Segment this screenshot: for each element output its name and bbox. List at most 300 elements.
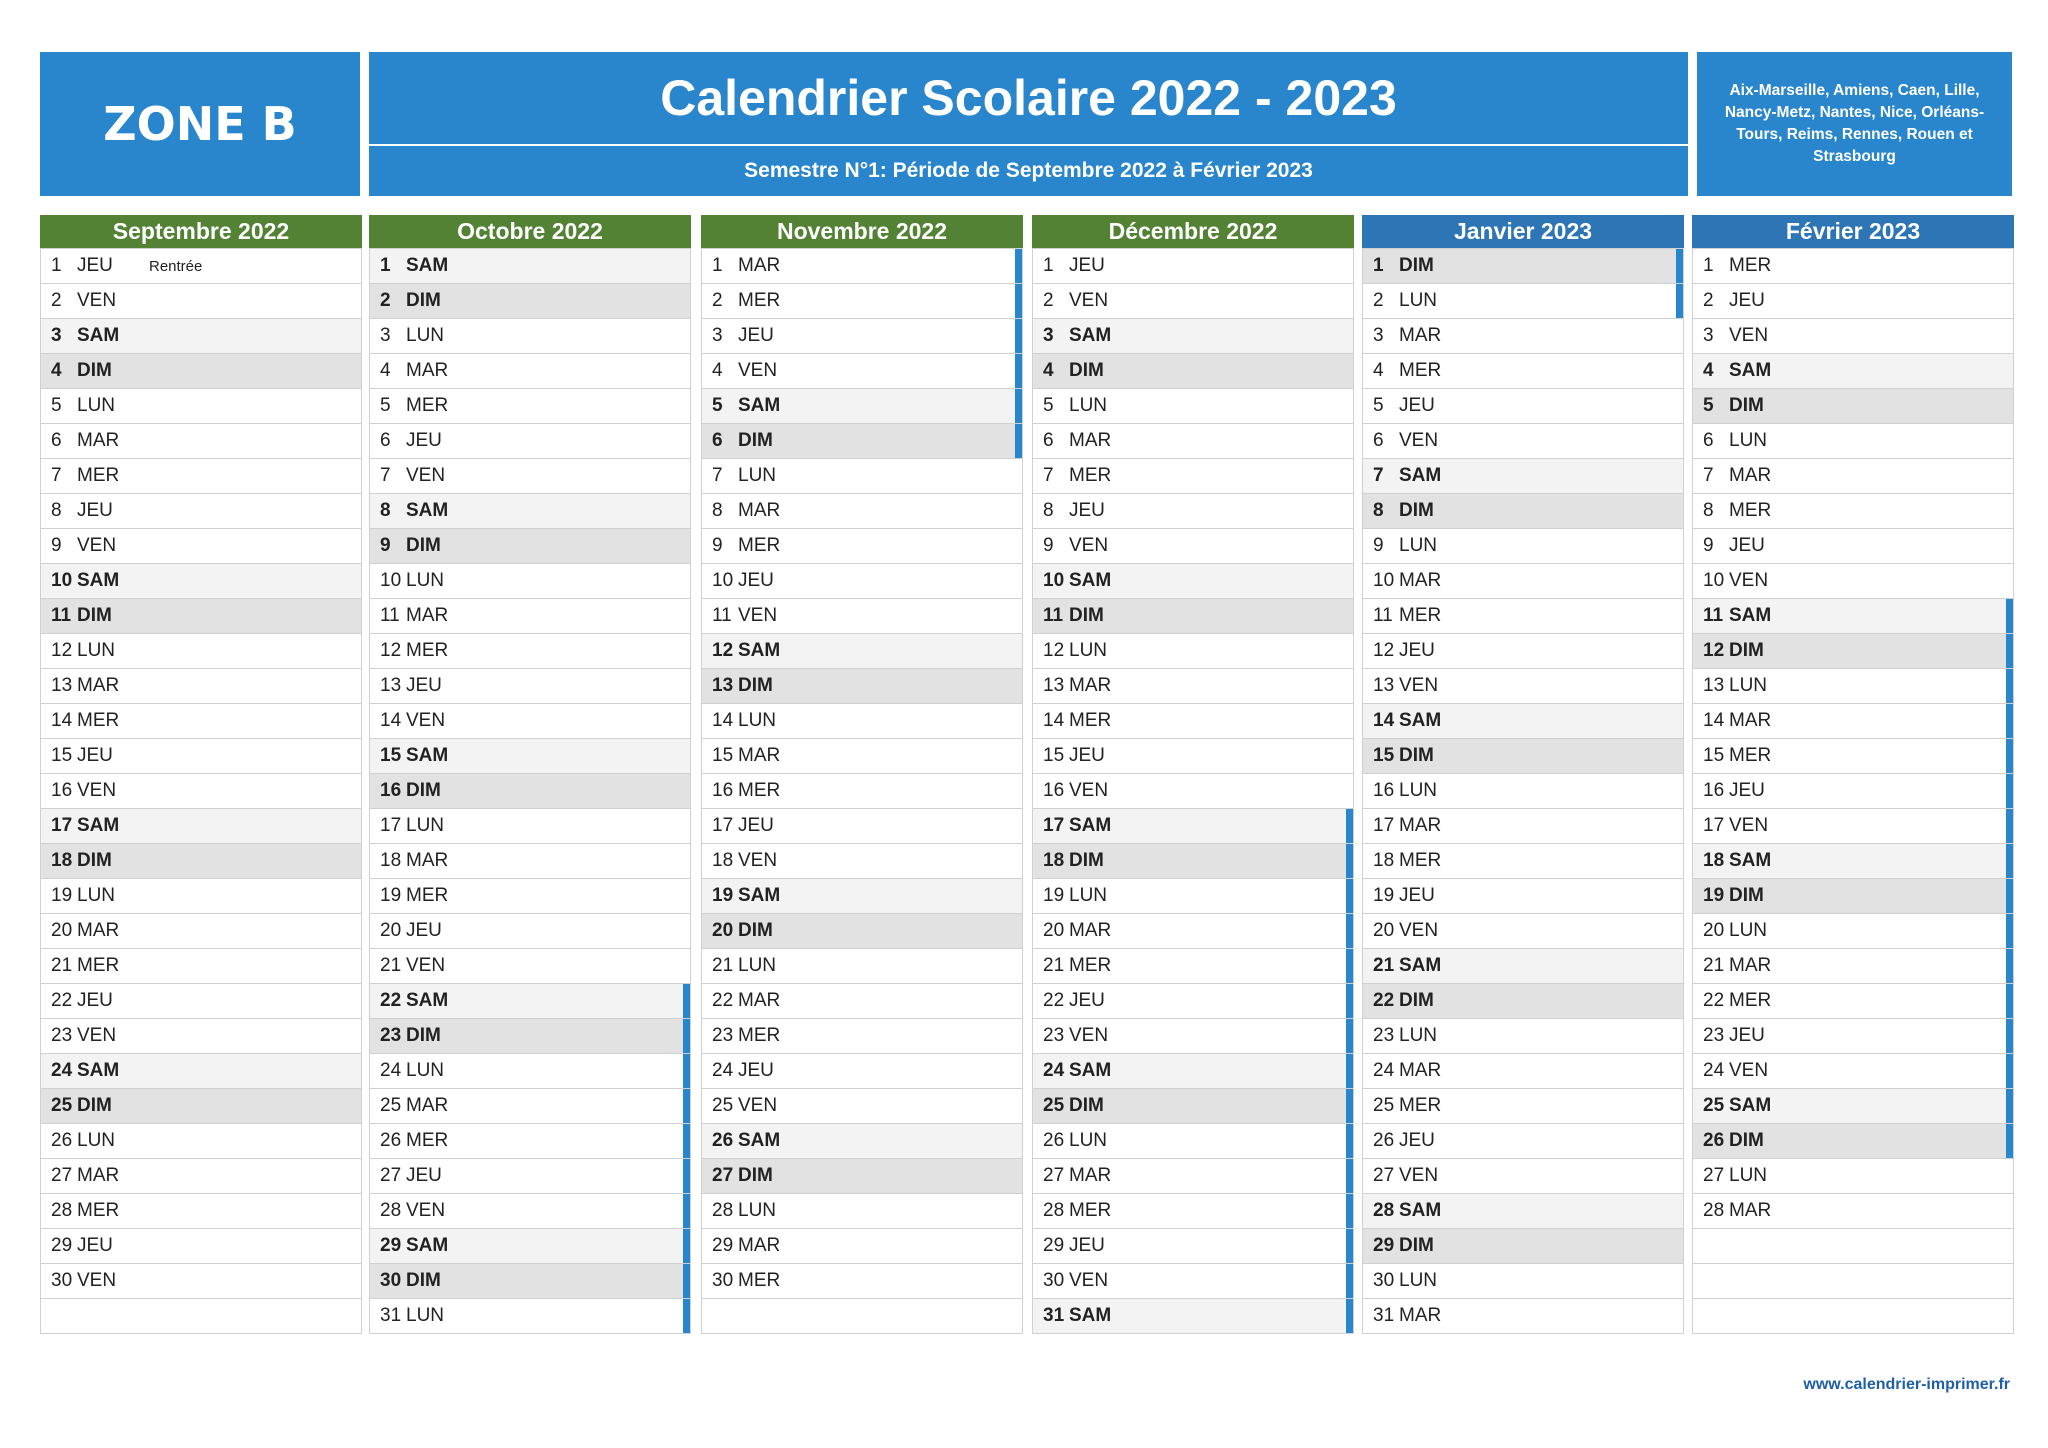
day-name: MAR — [1399, 1060, 1442, 1081]
day-name: DIM — [1399, 745, 1434, 766]
day-name: JEU — [77, 990, 113, 1011]
day-name: DIM — [1399, 990, 1434, 1011]
day-number: 15 — [1703, 745, 1725, 766]
day-row — [370, 388, 690, 423]
day-number: 16 — [1703, 780, 1725, 801]
day-row — [370, 948, 690, 983]
day-number: 4 — [1703, 360, 1714, 381]
day-row — [41, 1123, 361, 1158]
day-name: LUN — [738, 465, 777, 486]
day-row — [41, 983, 361, 1018]
day-name: MER — [738, 780, 781, 801]
day-number: 6 — [1373, 430, 1384, 451]
day-number: 29 — [712, 1235, 734, 1256]
day-number: 23 — [712, 1025, 734, 1046]
day-name: DIM — [406, 1025, 441, 1046]
day-number: 26 — [380, 1130, 402, 1151]
day-number: 2 — [1373, 290, 1384, 311]
empty-day-row — [702, 1298, 1022, 1333]
day-name: JEU — [1729, 290, 1765, 311]
empty-day-row — [1693, 1228, 2013, 1263]
day-name: SAM — [77, 325, 120, 346]
day-number: 25 — [1043, 1095, 1065, 1116]
day-number: 31 — [1373, 1305, 1395, 1326]
day-number: 29 — [1373, 1235, 1395, 1256]
day-number: 24 — [1373, 1060, 1395, 1081]
day-name: LUN — [1729, 920, 1768, 941]
day-row — [702, 808, 1022, 843]
day-row — [41, 878, 361, 913]
day-number: 16 — [51, 780, 73, 801]
day-name: MER — [406, 640, 449, 661]
day-number: 17 — [380, 815, 402, 836]
day-number: 22 — [1373, 990, 1395, 1011]
day-name: LUN — [738, 1200, 777, 1221]
day-number: 11 — [380, 605, 400, 626]
day-number: 24 — [380, 1060, 402, 1081]
day-number: 8 — [51, 500, 62, 521]
day-name: DIM — [738, 675, 773, 696]
day-number: 12 — [51, 640, 73, 661]
day-name: LUN — [77, 1130, 116, 1151]
day-row — [1033, 283, 1353, 318]
day-number: 25 — [51, 1095, 73, 1116]
day-name: SAM — [77, 1060, 120, 1081]
month-header: Octobre 2022 — [369, 215, 691, 248]
day-row — [702, 1263, 1022, 1298]
day-name: LUN — [1729, 1165, 1768, 1186]
day-name: JEU — [1729, 535, 1765, 556]
day-row — [1033, 388, 1353, 423]
day-row — [1363, 1018, 1683, 1053]
day-number: 25 — [712, 1095, 734, 1116]
day-name: DIM — [738, 1165, 773, 1186]
day-number: 19 — [712, 885, 734, 906]
day-name: MER — [77, 465, 120, 486]
day-name: VEN — [1069, 780, 1109, 801]
day-name: LUN — [406, 815, 445, 836]
month-column — [1692, 215, 2014, 1334]
day-name: DIM — [1399, 500, 1434, 521]
zone-label: ZONE B — [40, 52, 360, 196]
semester-subtitle: Semestre N°1: Période de Septembre 2022 à Février 2023 — [744, 159, 1313, 182]
day-number: 31 — [1043, 1305, 1065, 1326]
day-number: 29 — [1043, 1235, 1065, 1256]
day-number: 5 — [51, 395, 62, 416]
day-name: JEU — [1069, 255, 1105, 276]
day-number: 12 — [1373, 640, 1395, 661]
day-name: DIM — [77, 1095, 112, 1116]
day-number: 10 — [51, 570, 73, 591]
day-number: 18 — [380, 850, 402, 871]
day-row — [41, 598, 361, 633]
day-number: 23 — [1043, 1025, 1065, 1046]
day-name: SAM — [1729, 850, 1772, 871]
day-number: 17 — [712, 815, 734, 836]
day-name: JEU — [77, 255, 113, 276]
day-name: MER — [77, 1200, 120, 1221]
day-name: MER — [1069, 955, 1112, 976]
day-row — [1363, 913, 1683, 948]
day-number: 14 — [712, 710, 734, 731]
day-row — [1363, 948, 1683, 983]
day-name: JEU — [77, 1235, 113, 1256]
day-row — [1033, 1193, 1353, 1228]
day-name: JEU — [1399, 1130, 1435, 1151]
day-number: 18 — [712, 850, 734, 871]
day-number: 24 — [1703, 1060, 1725, 1081]
day-number: 11 — [1703, 605, 1724, 626]
day-name: DIM — [1729, 885, 1764, 906]
day-name: MER — [738, 535, 781, 556]
day-row — [370, 1263, 690, 1298]
day-number: 6 — [380, 430, 391, 451]
day-number: 19 — [1043, 885, 1065, 906]
day-row — [41, 738, 361, 773]
day-row — [1693, 458, 2013, 493]
day-name: VEN — [738, 360, 778, 381]
day-name: LUN — [406, 1305, 445, 1326]
day-row — [1693, 913, 2013, 948]
day-row — [370, 1053, 690, 1088]
day-name: SAM — [1069, 1305, 1112, 1326]
day-name: LUN — [1069, 885, 1108, 906]
day-number: 16 — [712, 780, 734, 801]
day-number: 20 — [712, 920, 734, 941]
day-name: MER — [1729, 745, 1772, 766]
day-name: MER — [1399, 360, 1442, 381]
day-number: 12 — [1043, 640, 1065, 661]
day-row — [1033, 633, 1353, 668]
day-number: 4 — [1043, 360, 1054, 381]
day-name: VEN — [1399, 675, 1439, 696]
day-number: 23 — [51, 1025, 73, 1046]
day-name: JEU — [406, 675, 442, 696]
day-number: 26 — [1043, 1130, 1065, 1151]
day-number: 13 — [712, 675, 734, 696]
day-row — [1693, 318, 2013, 353]
day-number: 28 — [1373, 1200, 1395, 1221]
day-row — [41, 773, 361, 808]
day-row — [41, 1193, 361, 1228]
day-name: JEU — [406, 1165, 442, 1186]
day-row — [41, 423, 361, 458]
day-name: SAM — [77, 815, 120, 836]
day-row — [1033, 808, 1353, 843]
day-row — [41, 948, 361, 983]
day-row — [1693, 843, 2013, 878]
day-row — [41, 493, 361, 528]
day-name: JEU — [1069, 745, 1105, 766]
month-column — [701, 215, 1023, 1334]
day-name: LUN — [1069, 640, 1108, 661]
day-number: 20 — [1373, 920, 1395, 941]
day-name: LUN — [406, 570, 445, 591]
day-row — [370, 283, 690, 318]
day-name: SAM — [406, 255, 449, 276]
day-number: 10 — [1043, 570, 1065, 591]
day-name: JEU — [738, 570, 774, 591]
day-number: 17 — [1043, 815, 1065, 836]
day-row — [41, 808, 361, 843]
day-number: 9 — [1043, 535, 1054, 556]
day-row — [41, 913, 361, 948]
day-name: LUN — [1729, 675, 1768, 696]
day-row — [370, 1228, 690, 1263]
day-name: MAR — [77, 920, 120, 941]
day-number: 1 — [1043, 255, 1054, 276]
day-number: 5 — [1703, 395, 1714, 416]
day-name: VEN — [1399, 920, 1439, 941]
day-number: 10 — [712, 570, 734, 591]
day-row — [41, 843, 361, 878]
day-name: MAR — [1399, 325, 1442, 346]
day-row — [370, 843, 690, 878]
day-number: 3 — [380, 325, 391, 346]
day-row — [1363, 1088, 1683, 1123]
day-row — [1033, 1018, 1353, 1053]
day-number: 25 — [1703, 1095, 1725, 1116]
day-note: Rentrée — [149, 257, 203, 275]
day-name: JEU — [77, 500, 113, 521]
day-row — [370, 808, 690, 843]
day-row — [1363, 1158, 1683, 1193]
day-name: MAR — [1399, 1305, 1442, 1326]
day-number: 12 — [712, 640, 734, 661]
day-name: VEN — [1069, 290, 1109, 311]
day-row — [1693, 808, 2013, 843]
day-name: MER — [1729, 255, 1772, 276]
day-number: 25 — [1373, 1095, 1395, 1116]
day-name: JEU — [406, 430, 442, 451]
day-name: DIM — [1069, 850, 1104, 871]
day-number: 13 — [1043, 675, 1065, 696]
day-row — [1363, 423, 1683, 458]
day-number: 10 — [1703, 570, 1725, 591]
day-name: MAR — [738, 255, 781, 276]
day-name: SAM — [1069, 325, 1112, 346]
day-row — [1363, 1263, 1683, 1298]
day-number: 11 — [1373, 605, 1393, 626]
day-name: LUN — [1399, 290, 1438, 311]
day-name: VEN — [77, 290, 117, 311]
day-row — [702, 773, 1022, 808]
day-name: SAM — [1729, 360, 1772, 381]
day-row — [1363, 633, 1683, 668]
day-number: 21 — [51, 955, 73, 976]
day-number: 15 — [51, 745, 73, 766]
day-name: JEU — [1729, 780, 1765, 801]
page-title: Calendrier Scolaire 2022 - 2023 — [369, 52, 1688, 146]
day-row — [1693, 668, 2013, 703]
day-name: LUN — [77, 885, 116, 906]
day-number: 2 — [1703, 290, 1714, 311]
day-list — [1032, 248, 1354, 1334]
day-name: LUN — [1729, 430, 1768, 451]
day-number: 17 — [1703, 815, 1725, 836]
day-row — [1363, 983, 1683, 1018]
day-number: 7 — [712, 465, 723, 486]
day-number: 30 — [1373, 1270, 1395, 1291]
day-row — [1693, 1193, 2013, 1228]
day-row — [1363, 598, 1683, 633]
day-number: 8 — [1373, 500, 1384, 521]
day-row — [1693, 738, 2013, 773]
day-row — [1033, 248, 1353, 283]
day-row — [702, 1018, 1022, 1053]
day-name: SAM — [738, 1130, 781, 1151]
day-number: 29 — [51, 1235, 73, 1256]
day-name: LUN — [738, 710, 777, 731]
day-name: JEU — [738, 325, 774, 346]
day-name: SAM — [738, 395, 781, 416]
day-name: JEU — [1069, 1235, 1105, 1256]
day-row — [1693, 1018, 2013, 1053]
day-number: 14 — [1043, 710, 1065, 731]
day-row — [1693, 633, 2013, 668]
day-row — [702, 668, 1022, 703]
day-row — [370, 773, 690, 808]
day-name: MER — [738, 290, 781, 311]
day-row — [1033, 1158, 1353, 1193]
day-name: MAR — [1729, 1200, 1772, 1221]
day-number: 22 — [712, 990, 734, 1011]
month-column — [1032, 215, 1354, 1334]
day-number: 1 — [1703, 255, 1714, 276]
day-number: 22 — [51, 990, 73, 1011]
day-row — [41, 1158, 361, 1193]
day-number: 27 — [1043, 1165, 1065, 1186]
month-header: Janvier 2023 — [1362, 215, 1684, 248]
day-row — [1363, 563, 1683, 598]
day-row — [702, 913, 1022, 948]
day-name: VEN — [738, 605, 778, 626]
day-number: 24 — [1043, 1060, 1065, 1081]
day-name: MER — [1729, 500, 1772, 521]
day-name: MAR — [1069, 1165, 1112, 1186]
day-row — [1693, 1088, 2013, 1123]
day-row — [1363, 843, 1683, 878]
day-number: 7 — [51, 465, 62, 486]
day-number: 5 — [1373, 395, 1384, 416]
day-row — [1033, 598, 1353, 633]
day-row — [702, 423, 1022, 458]
day-name: DIM — [1069, 360, 1104, 381]
day-row — [370, 668, 690, 703]
day-number: 21 — [1373, 955, 1395, 976]
day-name: JEU — [738, 1060, 774, 1081]
day-number: 18 — [1703, 850, 1725, 871]
day-row — [1363, 808, 1683, 843]
day-number: 15 — [1373, 745, 1395, 766]
day-number: 27 — [1703, 1165, 1725, 1186]
day-number: 10 — [380, 570, 402, 591]
day-row — [370, 423, 690, 458]
day-row — [370, 913, 690, 948]
day-name: LUN — [1399, 1270, 1438, 1291]
day-row — [1693, 563, 2013, 598]
day-name: SAM — [1399, 710, 1442, 731]
day-number: 23 — [1373, 1025, 1395, 1046]
day-name: MER — [1069, 1200, 1112, 1221]
day-number: 30 — [380, 1270, 402, 1291]
title-banner — [369, 52, 1688, 196]
day-number: 21 — [1703, 955, 1725, 976]
day-number: 19 — [1373, 885, 1395, 906]
day-row — [1033, 878, 1353, 913]
day-number: 9 — [380, 535, 391, 556]
day-name: MAR — [77, 1165, 120, 1186]
day-name: DIM — [738, 430, 773, 451]
day-number: 15 — [380, 745, 402, 766]
day-list — [1692, 248, 2014, 1334]
day-name: SAM — [1399, 955, 1442, 976]
day-number: 28 — [712, 1200, 734, 1221]
day-name: DIM — [406, 1270, 441, 1291]
day-row — [1033, 948, 1353, 983]
empty-day-row — [1693, 1298, 2013, 1333]
day-number: 10 — [1373, 570, 1395, 591]
day-number: 9 — [712, 535, 723, 556]
day-number: 11 — [1043, 605, 1064, 626]
day-row — [702, 983, 1022, 1018]
day-name: MER — [738, 1025, 781, 1046]
day-number: 26 — [51, 1130, 73, 1151]
day-name: VEN — [1069, 1270, 1109, 1291]
month-column — [1362, 215, 1684, 1334]
day-row — [702, 1228, 1022, 1263]
day-number: 26 — [712, 1130, 734, 1151]
day-number: 6 — [51, 430, 62, 451]
day-row — [702, 458, 1022, 493]
day-name: VEN — [1069, 535, 1109, 556]
day-number: 26 — [1373, 1130, 1395, 1151]
day-number: 20 — [1703, 920, 1725, 941]
day-name: MAR — [738, 990, 781, 1011]
day-number: 15 — [1043, 745, 1065, 766]
day-name: LUN — [1399, 780, 1438, 801]
day-number: 6 — [1703, 430, 1714, 451]
day-list — [701, 248, 1023, 1334]
day-number: 7 — [380, 465, 391, 486]
website-link[interactable]: www.calendrier-imprimer.fr — [1803, 1376, 2010, 1393]
day-name: MAR — [406, 605, 449, 626]
day-number: 13 — [51, 675, 73, 696]
day-name: DIM — [406, 780, 441, 801]
day-number: 14 — [1703, 710, 1725, 731]
day-number: 28 — [1703, 1200, 1725, 1221]
day-row — [1693, 773, 2013, 808]
day-number: 25 — [380, 1095, 402, 1116]
day-name: VEN — [406, 1200, 446, 1221]
day-number: 27 — [1373, 1165, 1395, 1186]
month-column — [40, 215, 362, 1334]
day-row — [1033, 528, 1353, 563]
day-row — [1033, 703, 1353, 738]
day-row — [41, 633, 361, 668]
day-row — [41, 458, 361, 493]
day-number: 22 — [380, 990, 402, 1011]
day-number: 22 — [1043, 990, 1065, 1011]
day-number: 30 — [712, 1270, 734, 1291]
day-number: 13 — [380, 675, 402, 696]
day-name: LUN — [1069, 395, 1108, 416]
day-row — [1033, 1263, 1353, 1298]
day-name: DIM — [77, 850, 112, 871]
day-row — [370, 458, 690, 493]
day-number: 7 — [1703, 465, 1714, 486]
day-name: SAM — [406, 500, 449, 521]
